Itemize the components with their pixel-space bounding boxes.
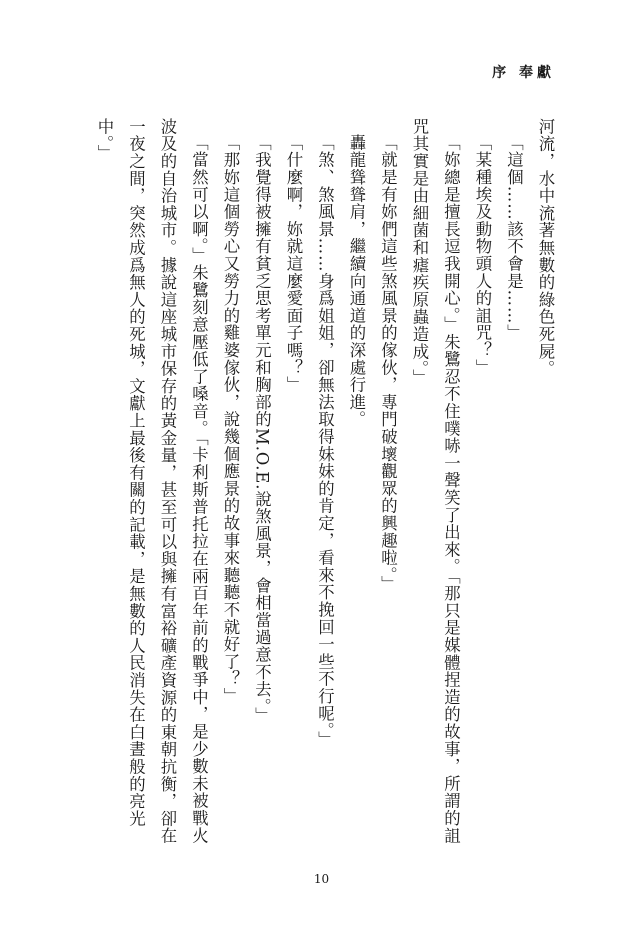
page-number: 10 bbox=[313, 872, 330, 886]
paragraph: 轟龍聳聳肩，繼續向通道的深處行進。 bbox=[347, 134, 366, 429]
paragraph: 「這個……該不會是……」 bbox=[504, 134, 524, 342]
paragraph: 「我覺得被擁有貧乏思考單元和胸部的M.O.E.說煞風景，會相當過意不去。」 bbox=[252, 134, 272, 725]
paragraph: 「當然可以啊。」朱鷺刻意壓低了嗓音。「卡利斯普托拉在兩百年前的戰爭中，是少數未被戰火波及的自治城市。據說這座城市保存的黃金量，甚至可以與擁有富裕礦產資源的東朝抗衡，卻在一夜之間，突然成爲無人的死城，文獻上最後有關的記載，是無數的人民消失在白晝般的亮光中。」 bbox=[95, 118, 209, 845]
vertical-text-body bbox=[81, 118, 561, 858]
paragraph: 「某種埃及動物頭人的詛咒？」 bbox=[473, 134, 492, 377]
paragraph: 「妳總是擅長逗我開心。」朱鷺忍不住噗哧一聲笑了出來。「那只是媒體捏造的故事，所謂的詛咒其實是由細菌和瘧疾原蟲造成。」 bbox=[410, 118, 461, 845]
paragraph: 「就是有妳們這些煞風景的傢伙，專門破壞觀眾的興趣啦。」 bbox=[378, 134, 398, 594]
paragraph: 河流，水中流著無數的綠色死屍。 bbox=[536, 118, 555, 378]
paragraph: 「那妳這個勞心又勞力的雞婆傢伙，說幾個應景的故事來聽聽不就好了？」 bbox=[221, 134, 240, 706]
paragraph: 「什麼啊，妳就這麼愛面子嗎？」 bbox=[284, 134, 303, 394]
running-header: 序 奉獻 bbox=[492, 65, 555, 81]
paragraph: 「煞、煞風景……身爲姐姐，卻無法取得妹妹的肯定，看來不挽回一些不行呢。」 bbox=[315, 134, 335, 749]
